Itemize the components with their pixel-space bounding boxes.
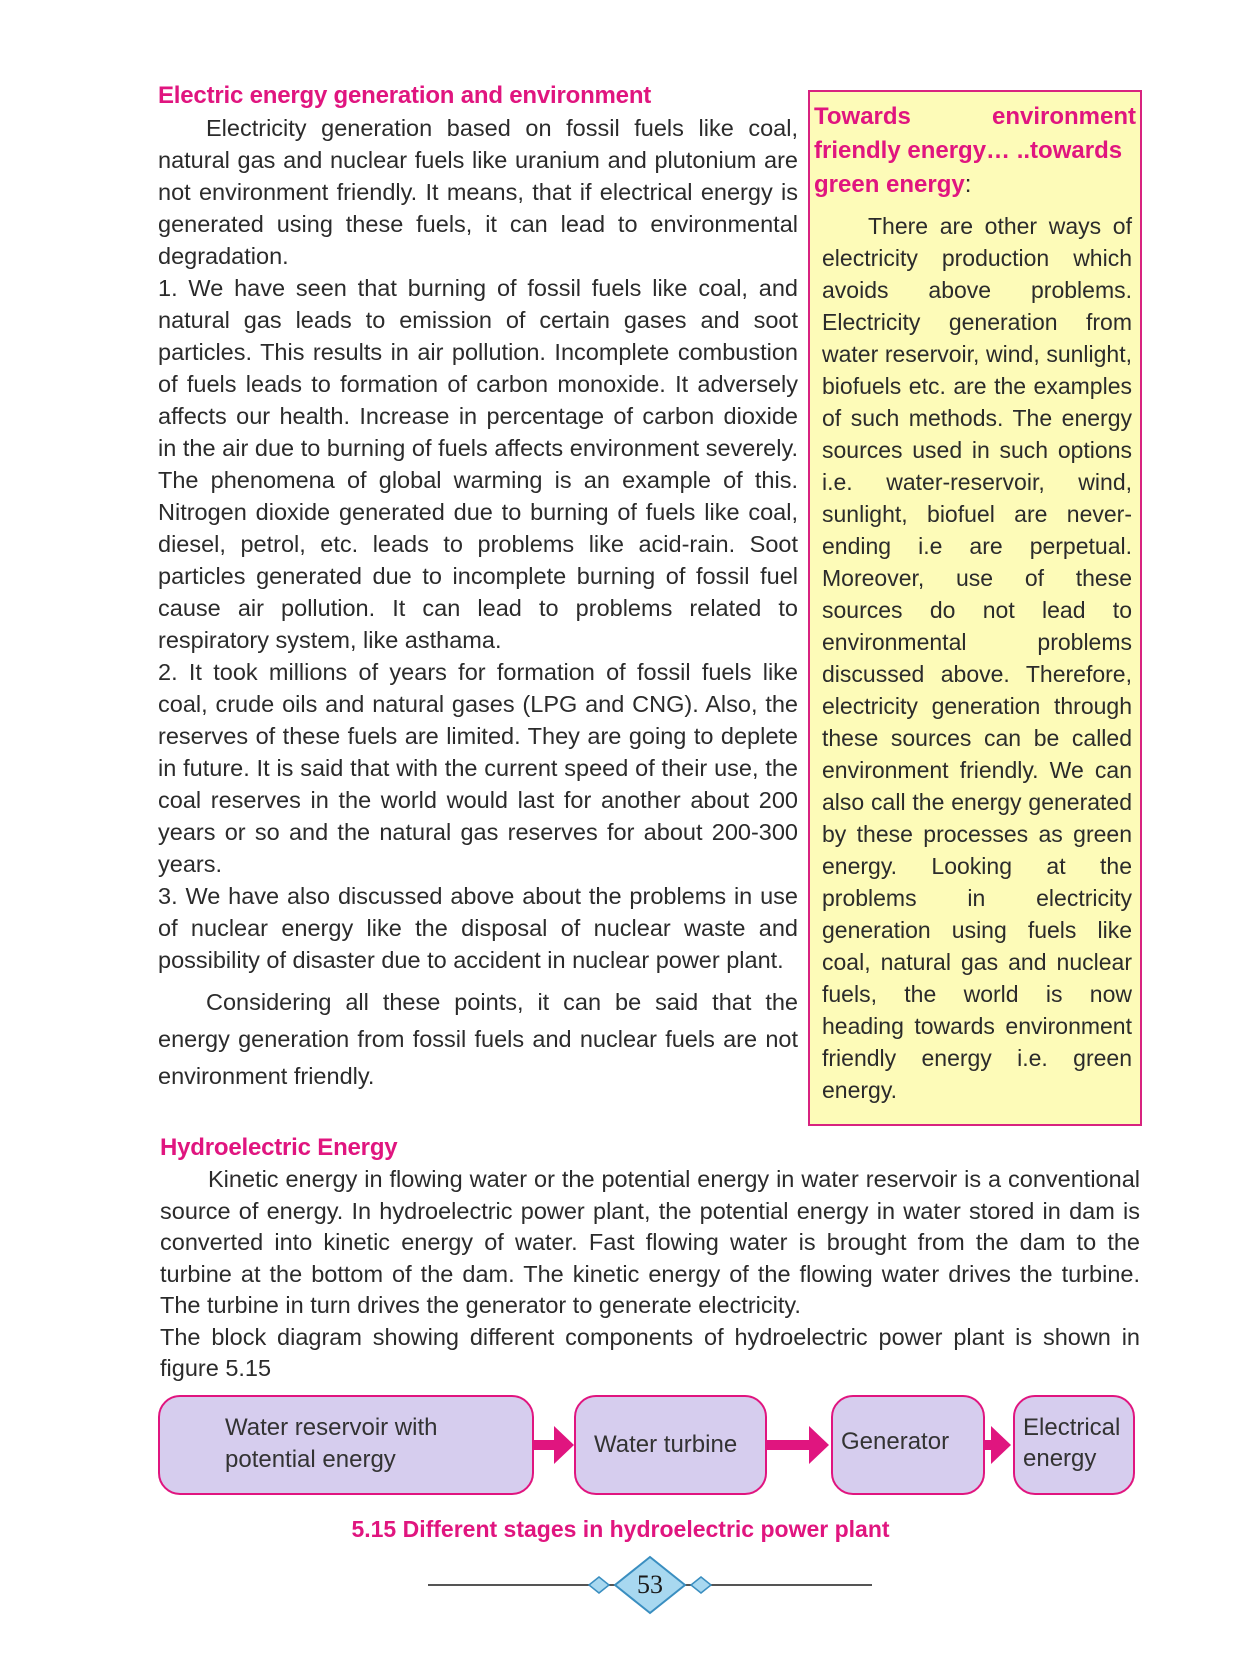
sidebar-title-colon: : bbox=[964, 171, 972, 198]
stage-electrical-energy bbox=[1013, 1395, 1135, 1495]
arrow-head-2 bbox=[809, 1426, 829, 1464]
hydro-paragraph-2: The block diagram showing different components of hydroelectric power plant is shown in figure 5.15 bbox=[160, 1323, 1140, 1381]
sidebar-title-line2: green energy bbox=[814, 171, 965, 198]
point-2-paragraph: 2. It took millions of years for formation of fossil fuels like coal, crude oils and natural gases (LPG and CNG). Also, the reserves of these fuels are limited. They are going to deplete in future. It is said that with the current speed of their use, the coal reserves in the world would last for another about 200 years or so and the natural gas reserves for about 200-300 years. bbox=[158, 659, 798, 877]
closing-paragraph: Considering all these points, it can be said that the energy generation from fossil fuels and nuclear fuels are not environment friendly. bbox=[158, 989, 798, 1089]
stage-water-reservoir bbox=[158, 1395, 534, 1495]
stage-water-turbine-label: Water turbine bbox=[594, 1431, 738, 1458]
figure-caption: 5.15 Different stages in hydroelectric power plant bbox=[351, 1516, 890, 1542]
stage-electrical-energy-line1: Electrical bbox=[1023, 1414, 1121, 1441]
point-3-paragraph: 3. We have also discussed above about the problems in use of nuclear energy like the disposal of nuclear waste and possibility of disaster due to accident in nuclear power plant. bbox=[158, 883, 798, 973]
page-number: 53 bbox=[637, 1570, 663, 1599]
hydro-paragraph-1: Kinetic energy in flowing water or the potential energy in water reservoir is a conventional source of energy. In hydroelectric power plant, the potential energy in water stored in dam is converted into kinetic energy of water. Fast flowing water is brought from the dam to the turbine at the bottom of the dam. The kinetic energy of the flowing water drives the turbine. The turbine in turn drives the generator to generate electricity. bbox=[160, 1166, 1140, 1318]
sidebar-body bbox=[822, 210, 1132, 1106]
stage-generator-label: Generator bbox=[841, 1428, 950, 1455]
stage-water-turbine bbox=[574, 1395, 767, 1495]
stage-generator bbox=[831, 1395, 985, 1495]
intro-paragraph: Electricity generation based on fossil fuels like coal, natural gas and nuclear fuels like uranium and plutonium are not environment friendly. It means, that if electrical energy is generated using these fuels, it can lead to environmental degradation. bbox=[158, 115, 798, 269]
arrow-head-3 bbox=[991, 1426, 1011, 1464]
section-heading-hydroelectric: Hydroelectric Energy bbox=[160, 1134, 398, 1161]
hydro-text-block bbox=[160, 1164, 1140, 1385]
point-1-paragraph: 1. We have seen that burning of fossil fuels like coal, and natural gas leads to emission of certain gases and soot particles. This results in air pollution. Incomplete combustion of fuels leads to formation of carbon monoxide. It adversely affects our health. Increase in percentage of carbon dioxide in the air due to burning of fuels affects environment severely. The phenomena of global warming is an example of this. Nitrogen dioxide generated due to burning of fuels like coal, diesel, petrol, etc. leads to problems like acid-rain. Soot particles generated due to incomplete burning of fossil fuel cause air pollution. It can lead to problems related to respiratory system, like asthama. bbox=[158, 275, 798, 653]
stage-water-reservoir-line1: Water reservoir with bbox=[225, 1414, 438, 1441]
arrow-shaft-1 bbox=[534, 1440, 556, 1450]
stage-electrical-energy-line2: energy bbox=[1023, 1445, 1097, 1472]
sidebar-title-line1: Towards environment friendly energy… ..towards bbox=[814, 103, 1136, 164]
main-text-column bbox=[158, 112, 798, 1095]
arrow-shaft-2 bbox=[767, 1440, 811, 1450]
green-energy-sidebar bbox=[808, 90, 1142, 1126]
sidebar-title bbox=[814, 100, 1136, 202]
sidebar-paragraph: There are other ways of electricity production which avoids above problems. Electricity generation from water reservoir, wind, sunlight, biofuels etc. are the examples of such methods. The energy sources used in such options i.e. water-reservoir, wind, sunlight, biofuel are never-ending i.e are perpetual. Moreover, use of these sources do not lead to environmental problems discussed above. Therefore, electricity generation through these sources can be called environment friendly. We can also call the energy generated by these processes as green energy. Looking at the problems in electricity generation using fuels like coal, natural gas and nuclear fuels, the world is now heading towards environment friendly energy i.e. green energy. bbox=[822, 213, 1132, 1103]
arrow-head-1 bbox=[554, 1426, 574, 1464]
section-heading-electric-energy: Electric energy generation and environment bbox=[158, 82, 652, 109]
stage-water-reservoir-line2: potential energy bbox=[225, 1446, 396, 1473]
